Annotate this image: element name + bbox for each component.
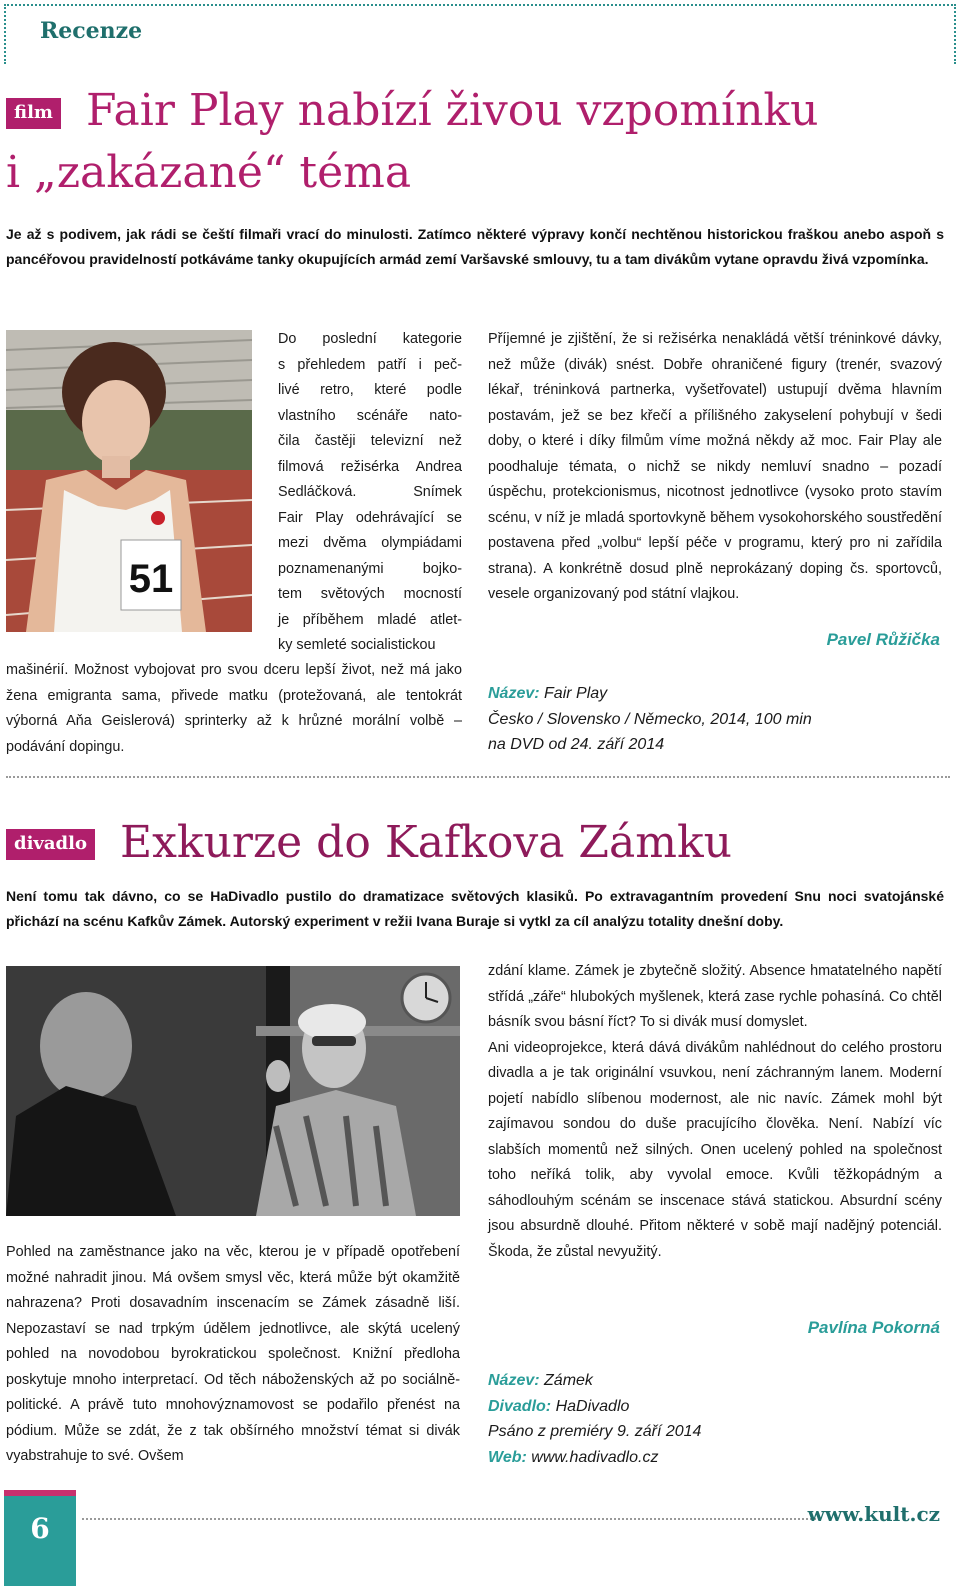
column-line: livé retro, které podle xyxy=(278,382,462,398)
article2-column2-paragraph1: zdání klame. Zámek je zbytečně složitý. Absence hmatatelného napětí střídá „záře“ hlubokých myšlenek, která zase rychle pohasíná. Co chtěl básník svou básní říct? To si divák musí domyslet. xyxy=(488,963,942,1030)
info-name-label: Název: xyxy=(488,685,540,702)
article2-info-block xyxy=(488,1368,701,1470)
page-number-box xyxy=(4,1490,76,1586)
footer-divider xyxy=(82,1518,820,1520)
info-web-value: www.hadivadlo.cz xyxy=(531,1448,659,1466)
page-number: 6 xyxy=(30,1512,50,1545)
section-label: Recenze xyxy=(40,18,143,44)
info-premiere: Psáno z premiéry 9. září 2014 xyxy=(488,1423,702,1440)
header-frame xyxy=(4,4,956,64)
footer-url-link[interactable]: www.kult.cz xyxy=(807,1502,940,1526)
article2-title: Exkurze do Kafkova Zámku xyxy=(120,817,732,868)
theatre-photo xyxy=(6,966,460,1216)
info-web-label: Web: xyxy=(488,1448,527,1466)
column-line: Fair Play odehrávající se xyxy=(278,509,462,526)
article2-column2-paragraph2: Ani videoprojekce, která dává divákům nahlédnout do celého prostoru divadla a je tak originální vsuvkou, není záchranným lanem. Moderní pojetí nabídlo slíbenou modernost, ale nic navíc. Zámek mohl být zajímavou sondou do duše pracujícího člověka. Není. Nabízí víc slabších momentů než silných. Onen ucelený pohled na společnost toho neříká tolik, aby vyvolal emoce. Kvůli těžkopádným a sáhodlouhým scénám se inscenace stává statickou. Absurdní scény jsou absurdně dlouhé. Přitom některé v sobě mají nadějný potenciál. Škoda, že zůstal nevyužitý. xyxy=(488,1039,942,1260)
bib-number: 51 xyxy=(128,557,174,601)
article2-lead: Není tomu tak dávno, co se HaDivadlo pustilo do dramatizace světových klasiků. Po extravagantním provedení Snu noci svatojánské přichází na scénu Kafkův Zámek. Autorský experiment v režii Ivana Buraje si vytkl za cíl analýzu totality dnešní doby. xyxy=(6,888,944,929)
info-name-label: Název: xyxy=(488,1372,540,1389)
column-line: vlastního scénáře nato- xyxy=(278,407,462,424)
athlete-photo xyxy=(6,330,252,632)
column-line: s přehledem patří i peč- xyxy=(278,356,462,373)
info-name-value: Fair Play xyxy=(544,685,608,702)
info-theatre-value: HaDivadlo xyxy=(555,1397,630,1415)
page-number-accent xyxy=(4,1490,76,1496)
article1-author: Pavel Růžička xyxy=(826,630,940,649)
column-line: filmová režisérka Andrea xyxy=(278,458,462,475)
info-production: Česko / Slovensko / Německo, 2014, 100 min xyxy=(488,710,812,728)
info-name-value: Zámek xyxy=(544,1372,593,1389)
column-line: Sedláčková. Snímek xyxy=(278,484,462,500)
article2-author: Pavlína Pokorná xyxy=(807,1318,940,1337)
info-release: na DVD od 24. září 2014 xyxy=(488,736,665,753)
info-theatre-label: Divadlo: xyxy=(488,1397,552,1415)
column-line: poznamenanými bojko- xyxy=(278,560,462,577)
article1-column2: Příjemné je zjištění, že si režisérka nenakládá větší tréninkové dávky, než může (divák) snést. Dobře ohraničené figury (trenér, svazový lékař, tréninková partnerka, vyšetřovatel) ustupují dvěma hlavním postavám, jež se bez křečí a přílišného zakyselení pohybují v šedi doby, o které i díky filmům víme možná někdy až moc. Fair Play ale poodhaluje témata, o nichž se nikdy nemluví snadno – pozadí úspěchu, protekcionismus, nicotnost jednotlivce (vysoko proto stavím scénu, v níž je mladá sportovkyně během vysokohorského soustředění postavena před „volbu“ lepší péče v programu, který pro ni zařídila strana). A konkrétně dosud plně neprokázaný doping čs. sportovců, vesele organizovaný pod státní vlajkou. xyxy=(488,331,942,602)
article-title-line2: i „zakázané“ téma xyxy=(6,147,412,198)
column-line: je příběhem mladé atlet- xyxy=(278,611,462,628)
category-tag-film: film xyxy=(6,98,61,129)
column-line: čila častěji televizní než xyxy=(278,433,462,449)
article-lead: Je až s podivem, jak rádi se čeští filmaři vrací do minulosti. Zatímco některé výpravy končí nechtěnou historickou fraškou anebo aspoň s pancéřovou pravidelností potkáváme tanky okupujících armád zemí Varšavské smlouvy, tu a tam divákům vytane opravdu živá vzpomínka. xyxy=(6,226,944,267)
article1-column1-below-photo: mašinérií. Možnost vybojovat pro svou dceru lepší život, než má jako žena emigranta sama, přivede matku (protežovaná, ale tentokrát výborná Aňa Geislerová) sprinterky až k hrůzné morální volbě – podávání dopingu. xyxy=(6,662,462,755)
article-title-line1: Fair Play nabízí živou vzpomínku xyxy=(86,85,819,136)
column-line: mezi dvěma olympiádami xyxy=(278,535,462,551)
article1-column1-beside-photo xyxy=(278,327,462,659)
column-line: tem světových mocností xyxy=(278,586,462,602)
column-line: ky semleté socialistickou xyxy=(278,637,436,653)
column-line: Do poslední kategorie xyxy=(278,331,462,347)
article2-column2 xyxy=(488,959,942,1265)
article1-info-block xyxy=(488,681,812,758)
article-divider xyxy=(6,776,950,778)
article2-column1: Pohled na zaměstnance jako na věc, kterou je v případě opotřebení možné nahradit jinou. Má ovšem smysl věc, která může být okamžitě nahrazena? Proti dosavadním inscenacím se Zámek zásadně liší. Nepozastaví se nad trpkým údělem jednotlivce, ale skýtá ucelený pohled na novodobou byrokratickou společnost. Knižní předloha poskytuje mnoho interpretací. Od těch náboženských až po sociálně-politické. A právě tuto mnohovýznamovost se podařilo přenést na pódium. Může se zdát, že z tak obšírného množství témat si divák vyabstrahuje to své. Ovšem xyxy=(6,1244,460,1464)
category-tag-divadlo: divadlo xyxy=(6,829,95,860)
